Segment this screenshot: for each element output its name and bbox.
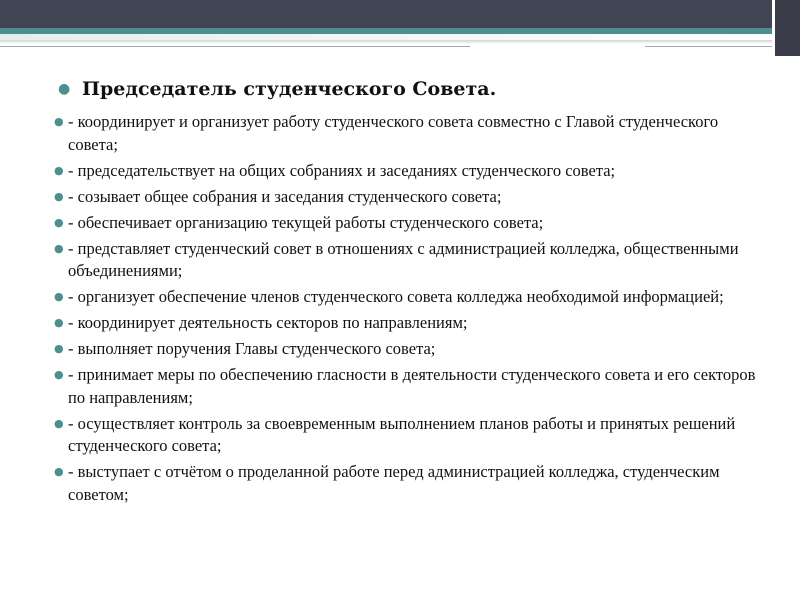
circle-bullet-icon: ● [54,215,64,229]
circle-bullet-icon: ● [54,368,64,381]
list-item-text: - координирует и организует работу студенческого совета совместно с Главой студенческого совета; [68,112,719,154]
list-item-text: - выполняет поручения Главы студенческого совета; [68,339,436,358]
circle-bullet-icon: ● [54,342,64,355]
circle-bullet-icon: ● [54,416,64,430]
list-item-text: - координирует деятельность секторов по направлениям; [68,313,468,332]
list-item-text: - представляет студенческий совет в отношениях с администрацией колледжа, общественными объединениями; [68,238,739,280]
list-item-text: - созывает общее собрания и заседания студенческого совета; [68,186,502,206]
circle-bullet-icon: ● [54,465,64,478]
list-item [52,461,764,506]
circle-bullet-icon: ● [58,81,71,97]
list-item-text: - осуществляет контроль за своевременным выполнением планов работы и принятых решений студенческого совета; [68,413,736,455]
slide-content [52,76,764,510]
list-item [52,413,764,458]
list-item [52,160,764,183]
circle-bullet-icon: ● [54,241,64,255]
header-rule-right [645,46,785,47]
circle-bullet-icon: ● [54,163,64,177]
header-shadow [0,40,800,44]
circle-bullet-icon: ● [54,316,64,329]
slide-title: Председатель студенческого Совета. [82,78,497,100]
list-item [52,212,764,235]
list-item [52,186,764,209]
list-item-text: - обеспечивает организацию текущей работы студенческого совета; [68,212,544,232]
circle-bullet-icon: ● [54,115,64,128]
header-rule-left [0,46,470,47]
header-band [0,0,800,28]
list-item [52,286,764,309]
list-item-text: - выступает с отчётом о проделанной работе перед администрацией колледжа, студенческим советом; [68,462,720,504]
list-item [52,111,764,156]
slide-title-row [52,76,764,103]
circle-bullet-icon: ● [54,290,64,303]
list-item [52,238,764,283]
list-item [52,338,764,361]
corner-block [775,0,800,56]
list-item-text: - председательствует на общих собраниях и заседаниях студенческого совета; [68,160,616,180]
list-item-text: - принимает меры по обеспечению гласности в деятельности студенческого совета и его секторов по направлениям; [68,365,756,407]
circle-bullet-icon: ● [54,189,64,203]
list-item [52,312,764,335]
list-item-text: - организует обеспечение членов студенческого совета колледжа необходимой информацией; [68,287,724,306]
list-item [52,364,764,409]
duties-list [52,111,764,506]
